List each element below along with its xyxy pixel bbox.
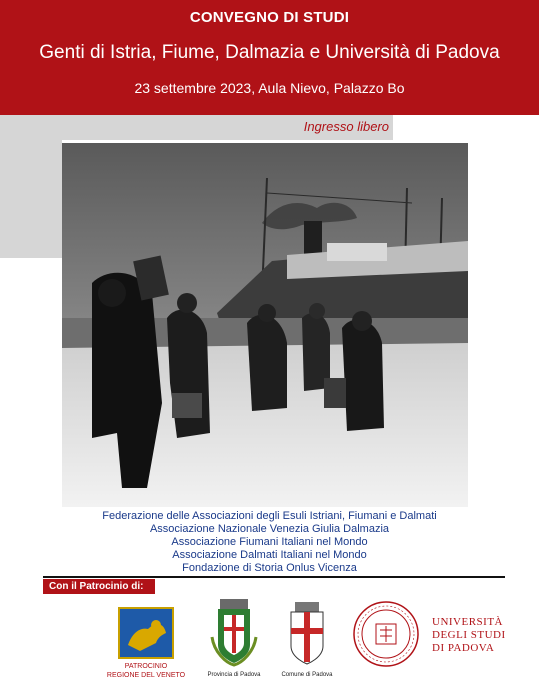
association-line: Fondazione di Storia Onlus Vicenza — [182, 562, 357, 574]
historic-photo — [62, 143, 468, 507]
regione-caption-2: REGIONE DEL VENETO — [106, 672, 186, 679]
admission-note: Ingresso libero — [303, 119, 389, 134]
university-line: DI PADOVA — [432, 642, 495, 654]
gray-block — [0, 140, 62, 258]
comune-padova-crest-icon — [285, 600, 329, 666]
association-line: Associazione Fiumani Italiani nel Mondo — [171, 536, 368, 548]
event-title: Genti di Istria, Fiume, Dalmazia e Università di Padova — [39, 42, 500, 63]
header-banner — [0, 0, 539, 115]
event-date-place: 23 settembre 2023, Aula Nievo, Palazzo Bo — [134, 80, 405, 96]
comune-caption: Comune di Padova — [281, 672, 333, 678]
university-name — [432, 616, 506, 655]
regione-veneto-lion-icon — [118, 607, 174, 659]
association-line: Federazione delle Associazioni degli Esuli Istriani, Fiumani e Dalmati — [102, 510, 437, 522]
provincia-caption: Provincia di Padova — [207, 672, 261, 678]
regione-caption-1: PATROCINIO — [124, 663, 168, 670]
university-line: DEGLI STUDI — [432, 629, 506, 641]
divider-rule — [43, 576, 505, 578]
event-kicker: CONVEGNO DI STUDI — [189, 9, 350, 26]
provincia-padova-crest-icon — [208, 597, 260, 669]
university-line: UNIVERSITÀ — [432, 616, 503, 628]
associations-list — [0, 510, 539, 575]
association-line: Associazione Dalmati Italiani nel Mondo — [172, 549, 367, 561]
university-seal-icon — [352, 600, 420, 668]
association-line: Associazione Nazionale Venezia Giulia Dalmazia — [149, 523, 390, 535]
patronage-label: Con il Patrocinio di: — [43, 579, 155, 594]
